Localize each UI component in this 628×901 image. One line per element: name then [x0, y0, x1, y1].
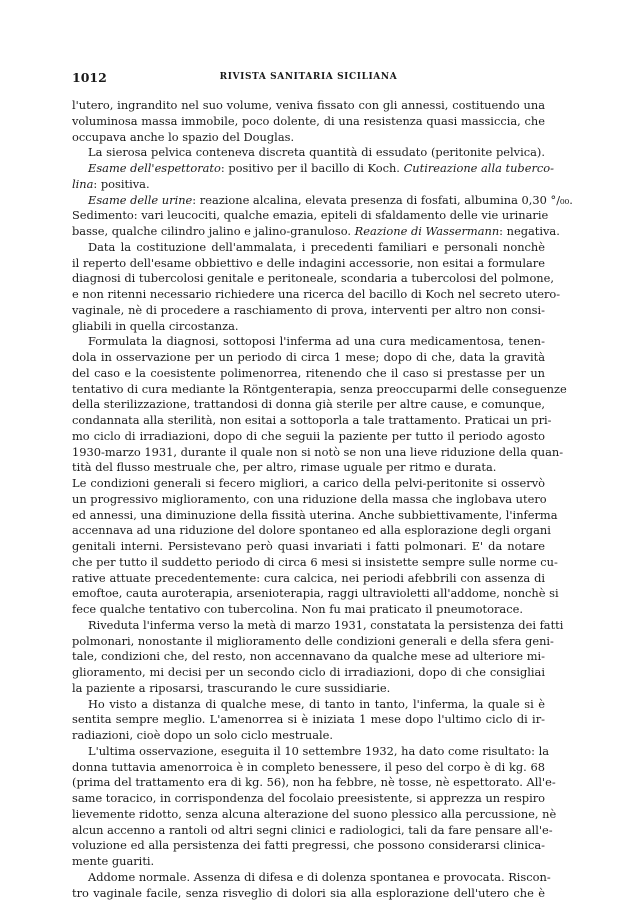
- page-header: [72, 70, 545, 86]
- text-line: mente guariti.: [72, 854, 545, 870]
- text-line: Formulata la diagnosi, sottoposi l'inferma ad una cura medicamentosa, tenen-: [72, 334, 545, 350]
- text-line: lievemente ridotto, senza alcuna alterazione del suono plessico alla percussione, nè: [72, 807, 545, 823]
- text-line: gliabili in quella circostanza.: [72, 319, 545, 335]
- text-run: : positivo per il bacillo di Koch.: [221, 161, 404, 175]
- text-run: : negativa.: [499, 224, 560, 238]
- text-line: rative attuate precedentemente: cura calcica, nei periodi afebbrili con assenza di: [72, 571, 545, 587]
- text-line: tro vaginale facile, senza risveglio di dolori sia alla esplorazione dell'utero che è: [72, 886, 545, 901]
- text-line: tale, condizioni che, del resto, non accennavano da qualche mese ad ulteriore mi-: [72, 649, 545, 665]
- text-line: 1930-marzo 1931, durante il quale non si notò se non una lieve riduzione della quan-: [72, 445, 545, 461]
- text-line: Le condizioni generali si fecero migliori, a carico della pelvi-peritonite si osservò: [72, 476, 545, 492]
- text-line: tentativo di cura mediante la Röntgenterapia, senza preoccuparmi delle conseguenze: [72, 382, 545, 398]
- text-line: donna tuttavia amenorroica è in completo benessere, il peso del corpo è di kg. 68: [72, 760, 545, 776]
- text-line: same toracico, in corrispondenza del focolaio preesistente, si apprezza un respiro: [72, 791, 545, 807]
- text-line: L'ultima osservazione, eseguita il 10 settembre 1932, ha dato come risultato: la: [72, 744, 545, 760]
- page-number: 1012: [72, 70, 107, 85]
- text-line: che per tutto il suddetto periodo di circa 6 mesi si insistette sempre sulle norme cu-: [72, 555, 545, 571]
- text-line: glioramento, mi decisi per un secondo ciclo di irradiazioni, dopo di che consigliai: [72, 665, 545, 681]
- italic-run: Esame dell'espettorato: [88, 161, 221, 175]
- text-line: vaginale, nè di procedere a raschiamento di prova, interventi per altro non consi-: [72, 303, 545, 319]
- journal-title: RIVISTA SANITARIA SICILIANA: [72, 72, 545, 82]
- text-line: [72, 193, 545, 209]
- text-line: Ho visto a distanza di qualche mese, di tanto in tanto, l'inferma, la quale si è: [72, 697, 545, 713]
- text-line: un progressivo miglioramento, con una riduzione della massa che inglobava utero: [72, 492, 545, 508]
- text-line: voluminosa massa immobile, poco dolente, di una resistenza quasi massiccia, che: [72, 114, 545, 130]
- text-line: (prima del trattamento era di kg. 56), non ha febbre, nè tosse, nè espettorato. All'e-: [72, 775, 545, 791]
- text-line: tità del flusso mestruale che, per altro, rimase uguale per ritmo e durata.: [72, 460, 545, 476]
- text-line: Sedimento: vari leucociti, qualche emazia, epiteli di sfaldamento delle vie urinarie: [72, 208, 545, 224]
- text-line: occupava anche lo spazio del Douglas.: [72, 130, 545, 146]
- text-line: sentita sempre meglio. L'amenorrea si è iniziata 1 mese dopo l'ultimo ciclo di ir-: [72, 712, 545, 728]
- text-line: [72, 177, 545, 193]
- text-run: : reazione alcalina, elevata presenza di fosfati, albumina 0,30 °/₀₀.: [192, 193, 573, 207]
- text-run: basse, qualche cilindro jalino e jalino-granuloso.: [72, 224, 355, 238]
- text-line: emoftoe, cauta auroterapia, arsenioterapia, raggi ultravioletti all'addome, nonchè si: [72, 586, 545, 602]
- text-line: [72, 161, 545, 177]
- text-line: l'utero, ingrandito nel suo volume, veniva fissato con gli annessi, costituendo una: [72, 98, 545, 114]
- text-line: alcun accenno a rantoli od altri segni clinici e radiologici, tali da fare pensare all'e-: [72, 823, 545, 839]
- text-line: il reperto dell'esame obbiettivo e delle indagini accessorie, non esitai a formulare: [72, 256, 545, 272]
- text-line: accennava ad una riduzione del dolore spontaneo ed alla esplorazione degli organi: [72, 523, 545, 539]
- italic-run: Reazione di Wassermann: [355, 224, 500, 238]
- text-line: genitali interni. Persistevano però quasi invariati i fatti polmonari. E' da notare: [72, 539, 545, 555]
- italic-run: Esame delle urine: [88, 193, 192, 207]
- text-line: mo ciclo di irradiazioni, dopo di che seguii la paziente per tutto il periodo agosto: [72, 429, 545, 445]
- text-line: ed annessi, una diminuzione della fissità uterina. Anche subbiettivamente, l'inferma: [72, 508, 545, 524]
- article-body: [72, 98, 545, 901]
- text-line: condannata alla sterilità, non esitai a sottoporla a tale trattamento. Praticai un pri-: [72, 413, 545, 429]
- italic-run: Cutireazione alla tuberco-: [404, 161, 554, 175]
- text-line: La sierosa pelvica conteneva discreta quantità di essudato (peritonite pelvica).: [72, 145, 545, 161]
- italic-run: lina: [72, 177, 93, 191]
- text-line: dola in osservazione per un periodo di circa 1 mese; dopo di che, data la gravità: [72, 350, 545, 366]
- text-line: del caso e la coesistente polimenorrea, ritenendo che il caso si prestasse per un: [72, 366, 545, 382]
- text-line: voluzione ed alla persistenza dei fatti pregressi, che possono considerarsi clinica-: [72, 838, 545, 854]
- text-line: radiazioni, cioè dopo un solo ciclo mestruale.: [72, 728, 545, 744]
- text-line: [72, 224, 545, 240]
- text-line: Riveduta l'inferma verso la metà di marzo 1931, constatata la persistenza dei fatti: [72, 618, 545, 634]
- text-line: Addome normale. Assenza di difesa e di dolenza spontanea e provocata. Riscon-: [72, 870, 545, 886]
- text-line: Data la costituzione dell'ammalata, i precedenti familiari e personali nonchè: [72, 240, 545, 256]
- text-line: della sterilizzazione, trattandosi di donna già sterile per altre cause, e comunque,: [72, 397, 545, 413]
- text-line: diagnosi di tubercolosi genitale e peritoneale, scondaria a tubercolosi del polmone,: [72, 271, 545, 287]
- text-line: polmonari, nonostante il miglioramento delle condizioni generali e della sfera geni-: [72, 634, 545, 650]
- text-line: la paziente a riposarsi, trascurando le cure sussidiarie.: [72, 681, 545, 697]
- text-line: e non ritenni necessario richiedere una ricerca del bacillo di Koch nel secreto utero-: [72, 287, 545, 303]
- text-line: fece qualche tentativo con tubercolina. Non fu mai praticato il pneumotorace.: [72, 602, 545, 618]
- text-run: : positiva.: [93, 177, 149, 191]
